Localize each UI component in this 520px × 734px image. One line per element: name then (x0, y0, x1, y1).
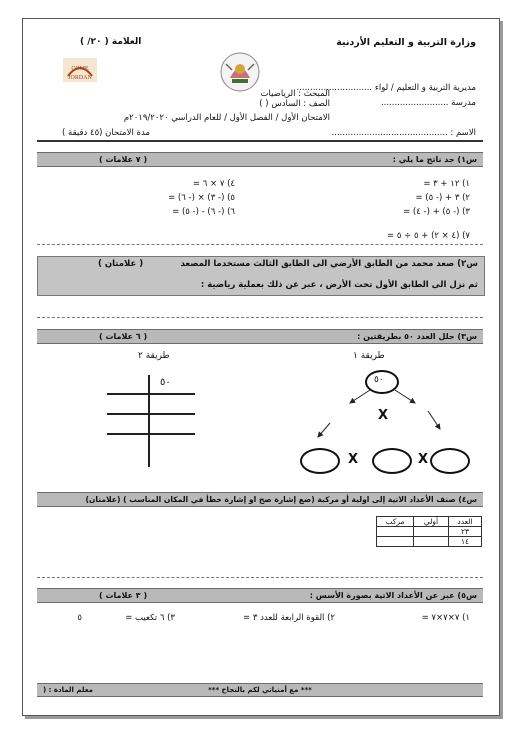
q4-title: س٤) صنف الأعداد الاتية إلى اولية أو مركبة (ضع إشارة صح او إشارة خطأ في المكان المناسب ) (علامتان) (85, 495, 477, 504)
coat-of-arms-logo (218, 50, 262, 94)
table-header-composite: مركب (377, 517, 414, 527)
q3-title: س٣) حلل العدد ٥٠ بطريقتين : (357, 332, 477, 341)
tree-root-number: ٥٠ (374, 375, 384, 385)
svg-text:COME: COME (71, 66, 89, 72)
q5-item-3-value: ٥ (77, 613, 82, 623)
footer-wish: *** مع أمنياتي لكم بالنجاح *** (208, 686, 312, 694)
q5-item-2: ٢) القوة الرابعة للعدد ٣ = (243, 613, 335, 623)
q1-item-5: ٥) (- ٣) × (- ٦) = (168, 193, 235, 203)
q1-item-7: ٧) (٤ × ٢) + ٥ ÷ ٥ = (387, 231, 470, 241)
footer-teacher: معلم المادة : ( (43, 686, 94, 694)
method-2-label: طريقة ٢ (138, 351, 170, 361)
ladder-line-2 (107, 413, 195, 415)
exam-title: الامتحان الأول / الفصل الأول / للعام الدراسي ٢٠١٩/٢٠٢٠م (123, 113, 330, 123)
table-header-number: العدد (449, 517, 482, 527)
tree-times-1: X (378, 408, 389, 423)
table-header-prime: أولي (414, 517, 449, 527)
q5-item-3: ٣) ٦ تكعيب = (125, 613, 175, 623)
q1-item-4: ٤) ٧ × ٦ = (192, 179, 235, 189)
q2-separator (37, 317, 483, 318)
q2-box (37, 256, 485, 296)
header-divider (37, 140, 483, 142)
ladder-line-1 (107, 393, 195, 395)
q1-title: س١) جد ناتج ما يلي : (392, 155, 477, 164)
table-cell-number: ١٤ (449, 537, 482, 547)
table-cell[interactable] (414, 527, 449, 537)
exam-duration: مدة الامتحان (٤٥ دقيقة ) (62, 128, 150, 138)
tree-oval-2 (372, 448, 412, 474)
ladder-number: ٥٠ (160, 377, 171, 388)
ladder-vertical (148, 375, 150, 467)
q5-item-1: ١) ٧×٧×٧ = (421, 613, 470, 623)
class-line: الصف : السادس ( ) (259, 99, 330, 109)
q1-item-1: ١) ١٢ + ٣ = (423, 179, 470, 189)
subject-line: المبحث : الرياضيات (260, 89, 330, 99)
svg-text:JORDAN: JORDAN (68, 75, 92, 81)
q2-title: س٢) صعد محمد من الطابق الأرضي الى الطابق الثالث مستخدما المصعد (180, 259, 478, 269)
ladder-line-3 (107, 433, 195, 435)
grade-total: العلامة ( ٢٠/ ) (80, 37, 142, 47)
table-cell[interactable] (377, 537, 414, 547)
q5-header-bar (37, 588, 483, 603)
table-cell[interactable] (377, 527, 414, 537)
q3-header-bar (37, 329, 483, 344)
directorate-line: مديرية التربية و التعليم / لواء ............................ (296, 83, 476, 93)
jordan-logo (62, 56, 98, 84)
q1-item-3: ٣) (- ٥) + (- ٤) = (403, 207, 470, 217)
q1-item-2: ٢) ٣ + (- ٥) = (415, 193, 470, 203)
q1-item-6: ٦) (- ٦) - (- ٥) = (172, 207, 235, 217)
table-cell-number: ٢٣ (449, 527, 482, 537)
q3-marks: ( ٦ علامات ) (99, 332, 148, 341)
q5-marks: ( ٣ علامات ) (99, 591, 148, 600)
tree-oval-3 (430, 448, 470, 474)
q1-marks: ( ٧ علامات ) (99, 155, 148, 164)
table-cell[interactable] (414, 537, 449, 547)
q2-line2: ثم نزل الى الطابق الأول تحت الأرض ، عبر عن ذلك بعملية رياضية : (200, 280, 478, 290)
q1-header-bar (37, 152, 483, 167)
tree-times-3: X (418, 452, 429, 467)
tree-times-2: X (348, 452, 359, 467)
tree-oval-1 (300, 448, 340, 474)
q2-marks: ( علامتان ) (98, 259, 144, 269)
school-line: مدرسة ......................... (380, 98, 476, 108)
q1-separator (37, 244, 483, 245)
footer-bar (37, 683, 483, 697)
q4-header-bar (37, 492, 483, 507)
method-1-label: طريقة ١ (353, 351, 385, 361)
ministry-title: وزارة التربية و التعليم الأردنية (336, 37, 476, 48)
student-name-line: الاسم : ........................................... (331, 128, 476, 138)
q5-title: س٥) عبر عن الأعداد الاتية بصورة الأسس : (309, 591, 477, 600)
q4-separator (37, 577, 483, 578)
classification-table (376, 516, 482, 547)
